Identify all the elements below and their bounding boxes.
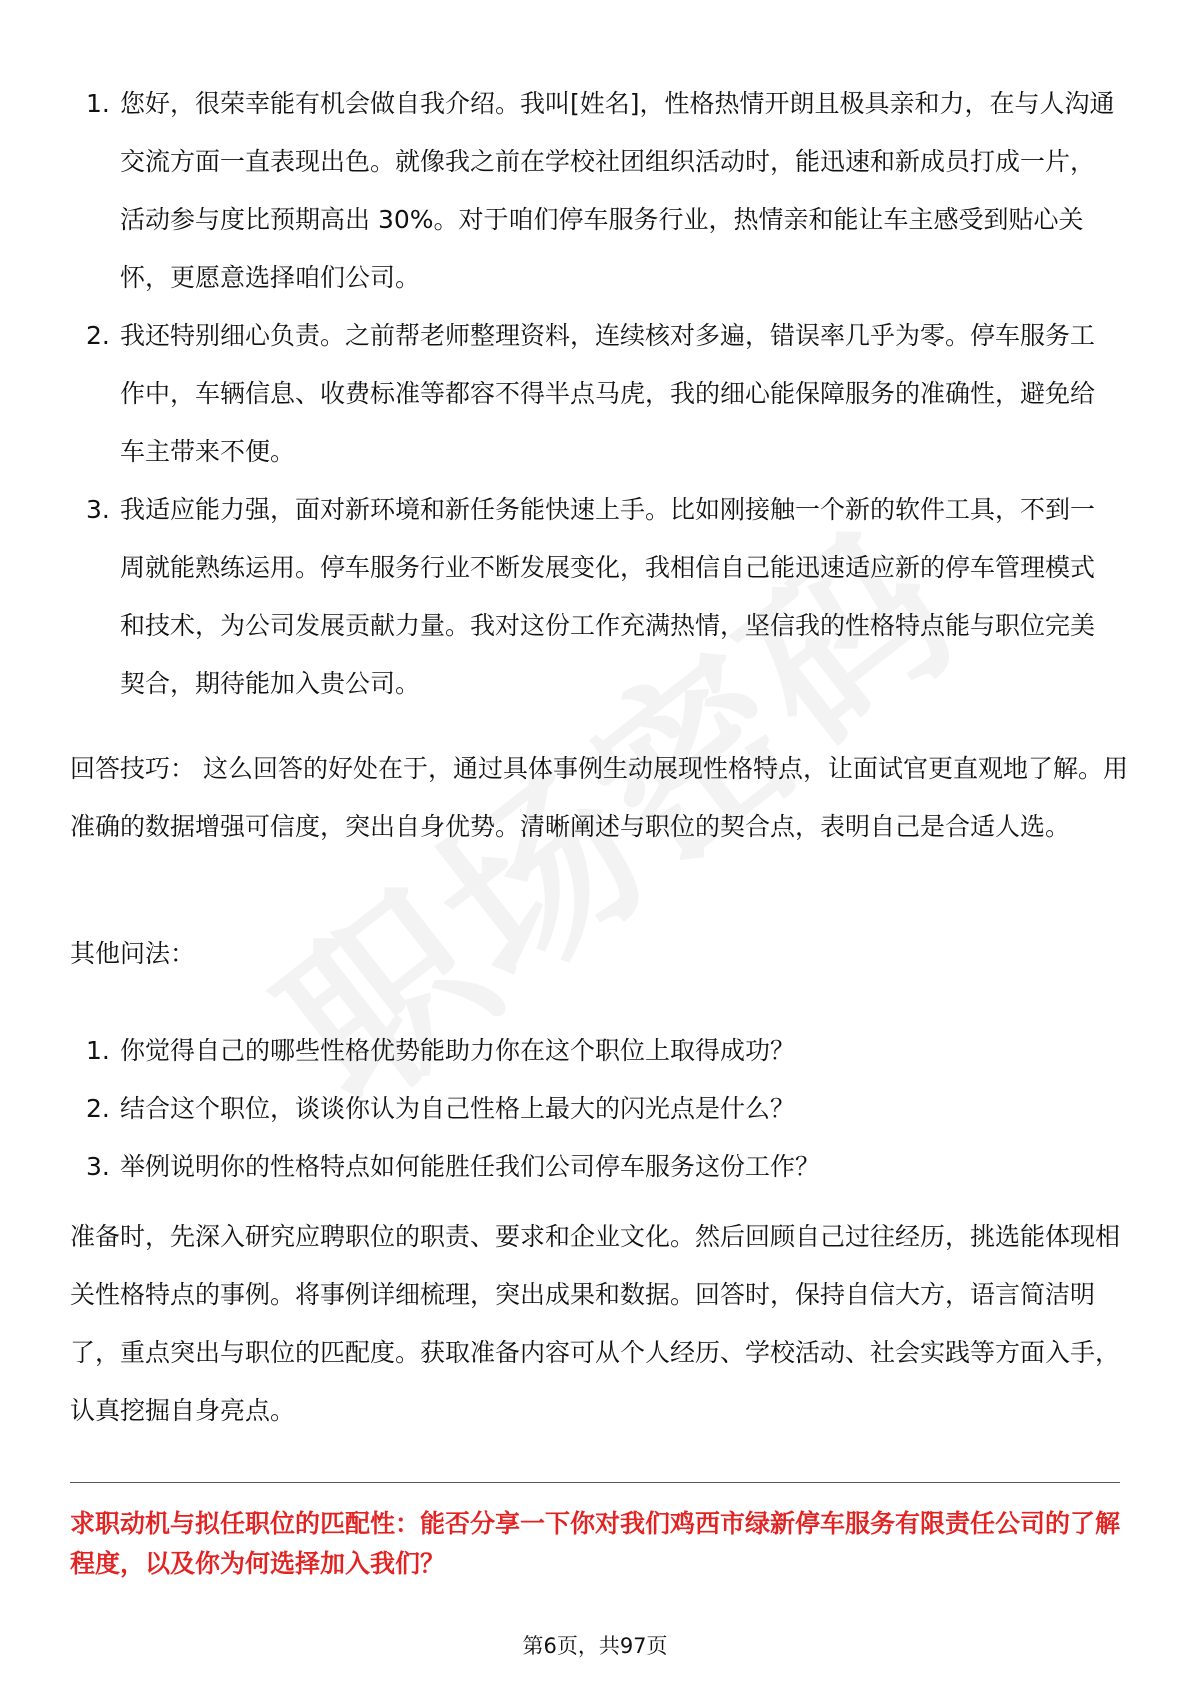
next-question-heading: 求职动机与拟任职位的匹配性：能否分享一下你对我们鸡西市绿新停车服务有限责任公司的了解程度，以及你为何选择加入我们？ [70,1509,1121,1578]
list-item [70,1080,1115,1138]
list-item-text: 我还特别细心负责。之前帮老师整理资料，连续核对多遍，错误率几乎为零。停车服务工作中，车辆信息、收费标准等都容不得半点马虎，我的细心能保障服务的准确性，避免给车主带来不便。 [120,321,1096,466]
list-number: 1. [86,1036,110,1065]
other-questions-list [70,1022,1115,1196]
list-item [70,1138,1115,1196]
other-questions-heading: 其他问法： [70,939,196,968]
list-item [70,307,1115,481]
list-item [70,1022,1115,1080]
list-item [70,481,1115,713]
section-divider [70,1482,1120,1483]
list-item-text: 结合这个职位，谈谈你认为自己性格上最大的闪光点是什么？ [120,1094,796,1123]
page-number: 第6页，共97页 [522,1634,668,1658]
list-item-text: 我适应能力强，面对新环境和新任务能快速上手。比如刚接触一个新的软件工具，不到一周就能熟练运用。停车服务行业不断发展变化，我相信自己能迅速适应新的停车管理模式和技术，为公司发展贡献力量。我对这份工作充满热情，坚信我的性格特点能与职位完美契合，期待能加入贵公司。 [120,495,1096,698]
answer-tips: 回答技巧： 这么回答的好处在于，通过具体事例生动展现性格特点，让面试官更直观地了解。用准确的数据增强可信度，突出自身优势。清晰阐述与职位的契合点，表明自己是合适人选。 [70,754,1128,841]
list-number: 1. [86,89,110,118]
list-item-text: 举例说明你的性格特点如何能胜任我们公司停车服务这份工作？ [120,1152,821,1181]
answer-points-list [70,75,1115,713]
list-item [70,75,1115,307]
list-number: 3. [86,495,110,524]
list-number: 2. [86,321,110,350]
list-item-text: 你觉得自己的哪些性格优势能助力你在这个职位上取得成功？ [120,1036,796,1065]
list-item-text: 您好，很荣幸能有机会做自我介绍。我叫[姓名]，性格热情开朗且极具亲和力，在与人沟通交流方面一直表现出色。就像我之前在学校社团组织活动时，能迅速和新成员打成一片，活动参与度比预期高出 30%。对于咱们停车服务行业，热情亲和能让车主感受到贴心关怀，更愿意选择咱们公司。 [120,89,1115,292]
preparation-advice: 准备时，先深入研究应聘职位的职责、要求和企业文化。然后回顾自己过往经历，挑选能体现相关性格特点的事例。将事例详细梳理，突出成果和数据。回答时，保持自信大方，语言简洁明了，重点突出与职位的匹配度。获取准备内容可从个人经历、学校活动、社会实践等方面入手，认真挖掘自身亮点。 [70,1222,1121,1425]
list-number: 3. [86,1152,110,1181]
list-number: 2. [86,1094,110,1123]
